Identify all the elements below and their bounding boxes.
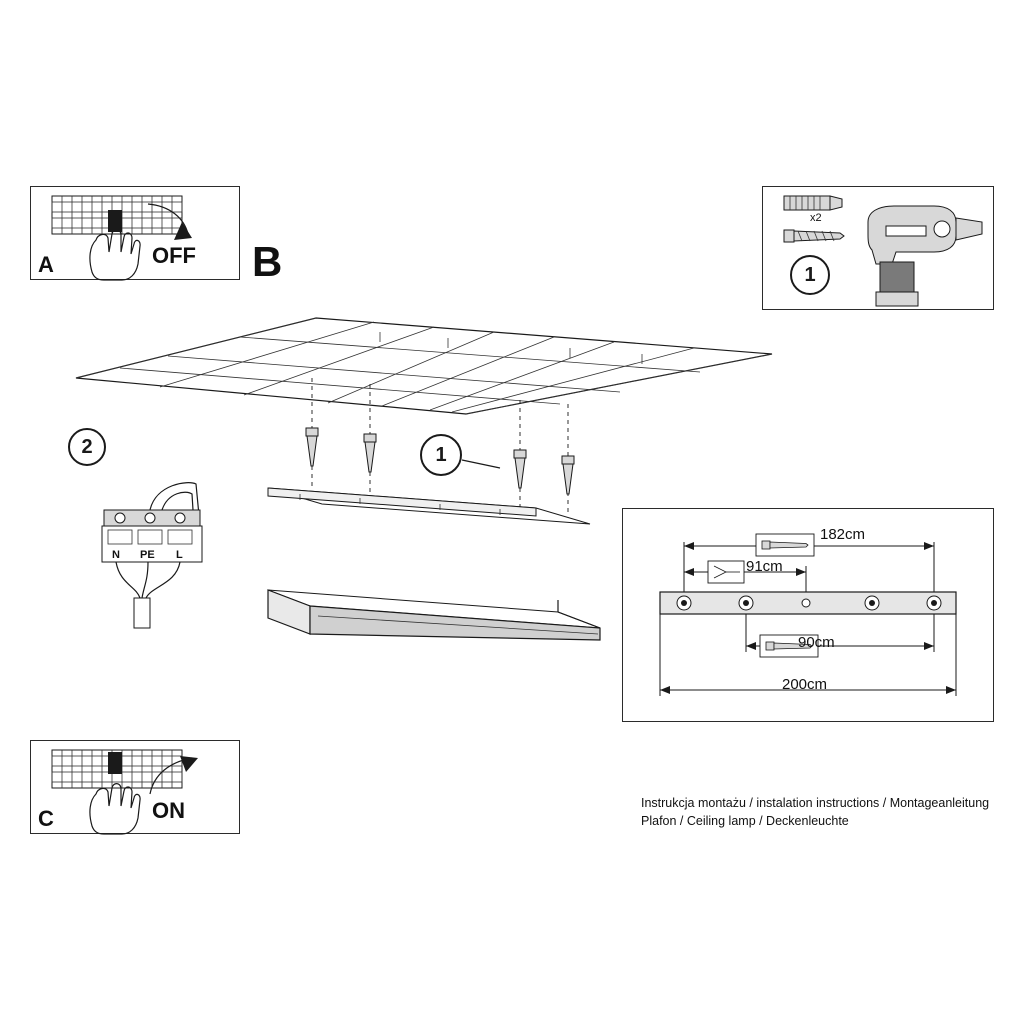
fixture-outline [660,592,956,614]
step-c-letter: C [38,806,54,831]
step-1-drill-number: 1 [790,255,830,295]
dimension-label-90: 90cm [798,634,835,651]
svg-text:N: N [112,549,120,561]
step-2-number: 2 [68,428,106,466]
step-c-on-label: ON [152,798,185,823]
dimension-91 [684,561,806,592]
dimension-label-182: 182cm [820,526,866,543]
footer-product-line: Plafon / Ceiling lamp / Deckenleuchte [641,814,849,828]
step-a-letter: A [38,252,54,277]
footer-instructions-line: Instrukcja montażu / instalation instructions / Montageanleitung [641,796,990,810]
step-b-letter: B [252,238,283,285]
drill-quantity-label: x2 [810,212,822,224]
step-1-mount-number: 1 [420,434,462,476]
step-a-off-label: OFF [152,243,196,268]
dimension-label-200: 200cm [782,676,828,693]
dimension-90 [746,614,934,657]
dimension-label-91: 91cm [746,558,783,575]
svg-text:PE: PE [140,549,155,561]
svg-text:L: L [176,549,183,561]
